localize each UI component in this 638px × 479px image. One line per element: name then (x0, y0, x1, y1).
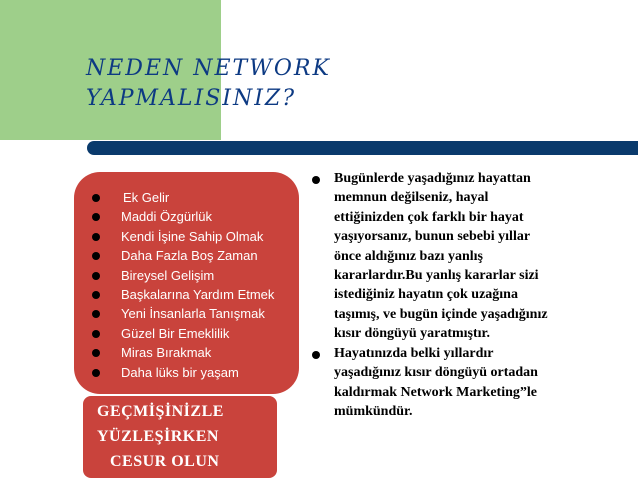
benefit-item: Daha Fazla Boş Zaman (92, 246, 274, 265)
paragraph-1-line: istediğiniz hayatın çok uzağına (334, 287, 518, 303)
paragraph-1-line: taşımış, ve bugün içinde yaşadığınız (334, 306, 548, 322)
benefit-item: Ek Gelir (92, 188, 274, 207)
benefit-item: Başkalarına Yardım Etmek (92, 285, 274, 304)
benefit-item: Yeni İnsanlarla Tanışmak (92, 304, 274, 323)
slide-title-line-1: NEDEN NETWORK (86, 56, 331, 81)
slide-title-line-2: YAPMALISINIZ? (86, 86, 297, 111)
paragraph-bullet-icon (312, 351, 320, 359)
paragraph-1-line: ettiğinizden çok farklı bir hayat (334, 209, 524, 225)
slide-title (86, 54, 331, 114)
paragraph-1-line: yaşıyorsanız, bunun sebebi yıllar (334, 229, 531, 245)
benefit-item: Bireysel Gelişim (92, 266, 274, 285)
paragraph-1 (334, 169, 624, 344)
benefit-item: Maddi Özgürlük (92, 207, 274, 226)
title-divider-bar (87, 141, 638, 155)
benefits-list (92, 188, 274, 382)
paragraph-2 (334, 344, 624, 422)
paragraph-1-line: memnun değilseniz, hayal (334, 190, 489, 206)
benefit-item: Kendi İşine Sahip Olmak (92, 227, 274, 246)
paragraph-1-line: kararlardır.Bu yanlış kararlar sizi (334, 268, 539, 284)
paragraph-1-line: önce aldığınız bazı yanlış (334, 248, 483, 264)
benefit-item: Daha lüks bir yaşam (92, 363, 274, 382)
callout-line-3: CESUR OLUN (110, 453, 220, 470)
callout-line-2: YÜZLEŞİRKEN (97, 428, 219, 445)
benefit-item: Güzel Bir Emeklilik (92, 324, 274, 343)
paragraph-2-line: mümkündür. (334, 404, 413, 420)
paragraph-2-line: kaldırmak Network Marketing”le (334, 384, 537, 400)
benefit-item: Miras Bırakmak (92, 343, 274, 362)
callout-line-1: GEÇMİŞİNİZLE (97, 403, 224, 420)
paragraph-2-line: Hayatınızda belki yıllardır (334, 346, 494, 361)
paragraph-2-line: yaşadığınız kısır döngüyü ortadan (334, 365, 538, 381)
paragraph-1-line: Bugünlerde yaşadığınız hayattan (334, 171, 531, 186)
paragraph-bullet-icon (312, 176, 320, 184)
paragraph-1-line: kısır döngüyü yaratmıştır. (334, 326, 490, 342)
